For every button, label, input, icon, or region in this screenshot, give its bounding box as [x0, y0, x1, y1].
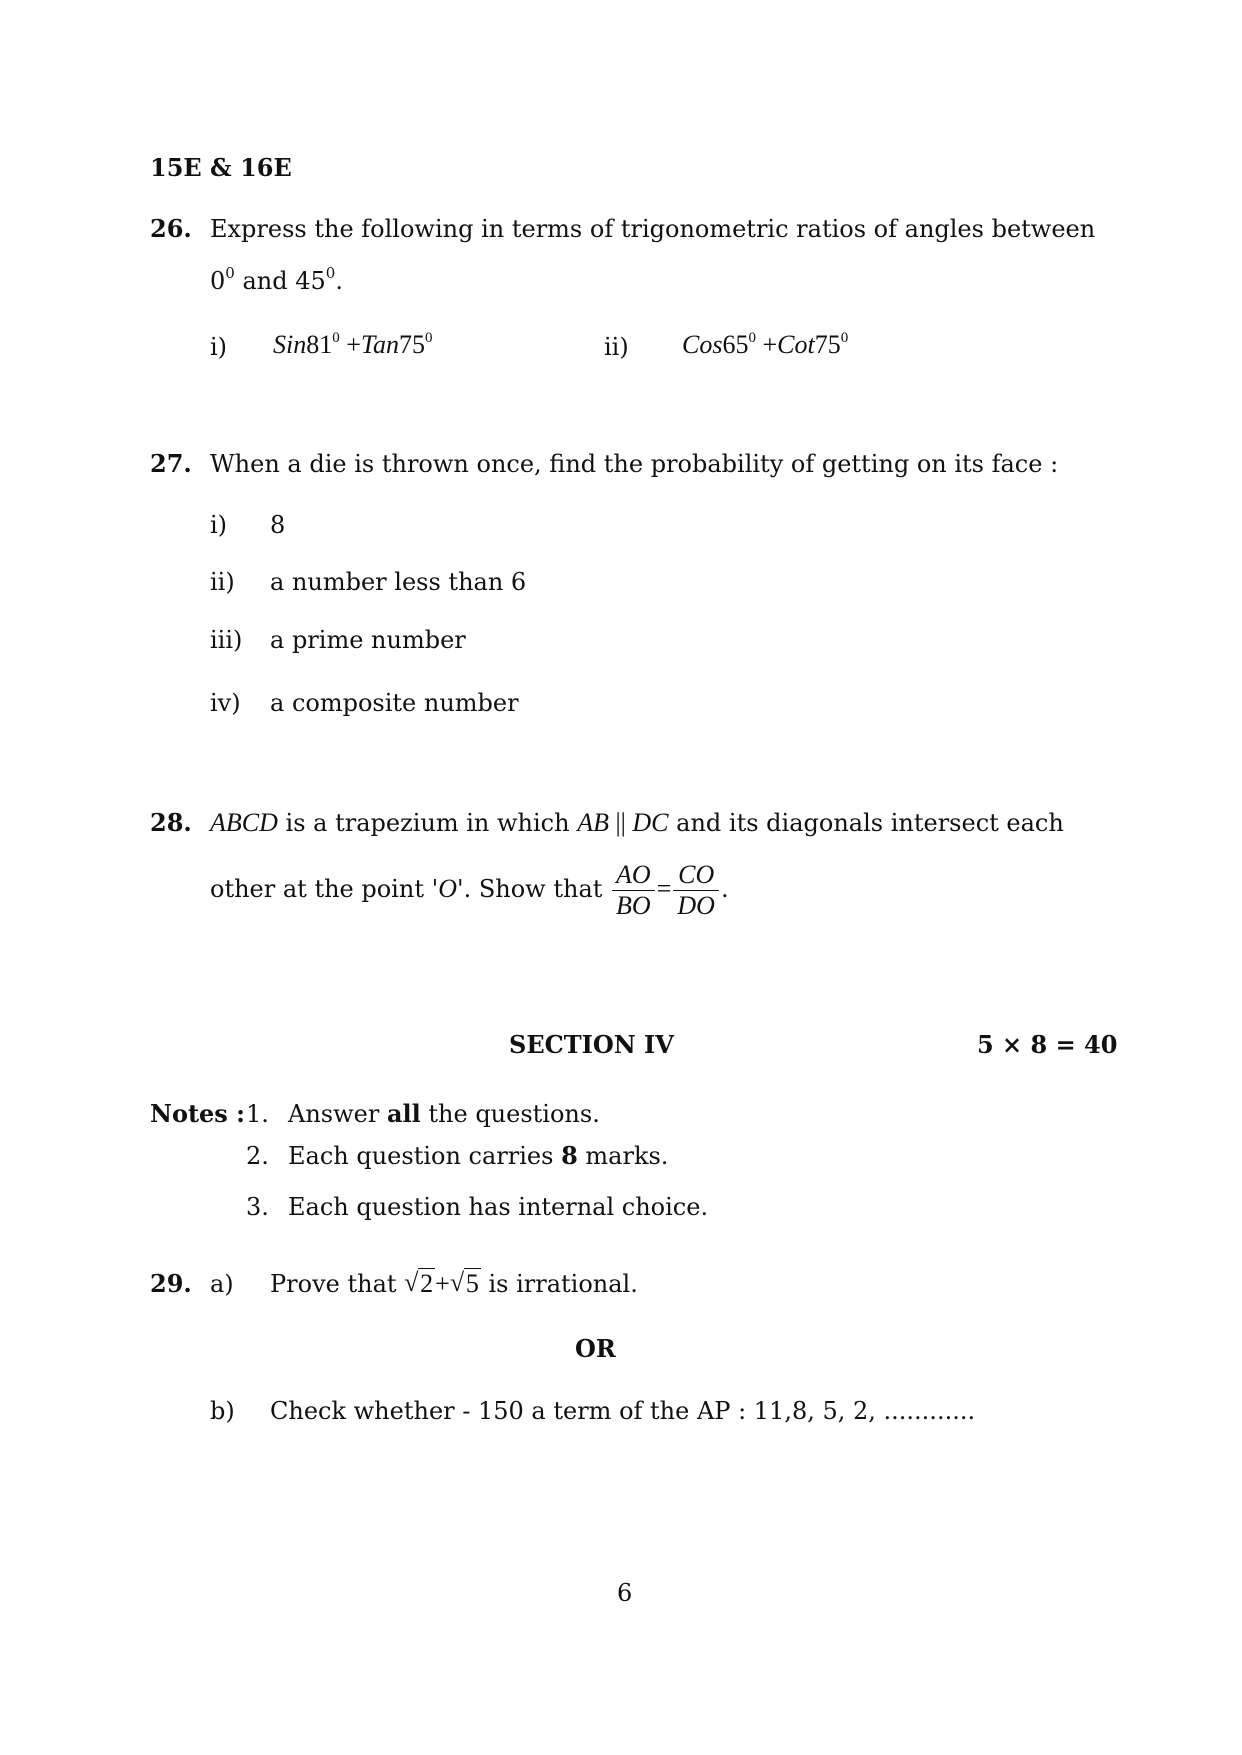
degree-sup: 0 — [332, 330, 340, 346]
radicand: 2 — [420, 1269, 434, 1298]
text: is irrational. — [480, 1270, 638, 1298]
question-text: Express the following in terms of trigonometric ratios of angles between — [210, 215, 1096, 243]
angle: 65 — [722, 330, 749, 359]
point-o: O — [438, 874, 457, 903]
segment-ab: AB — [577, 808, 609, 837]
angle-zero: 0 — [210, 267, 226, 295]
emphasis: 8 — [561, 1141, 578, 1170]
plus-sign: + — [435, 1269, 450, 1298]
text: Each question has internal choice. — [288, 1193, 709, 1221]
sub-item-text: a number less than 6 — [270, 568, 527, 596]
sub-item-label: ii) — [210, 568, 235, 596]
sub-item-label: iv) — [210, 689, 241, 717]
sub-item-label: ii) — [604, 333, 629, 361]
degree-sup: 0 — [325, 264, 336, 282]
text: other at the point ' — [210, 875, 439, 903]
fraction-ao-bo — [612, 860, 655, 921]
sub-item-label: i) — [210, 511, 228, 539]
angle: 81 — [306, 330, 333, 359]
shape-abcd: ABCD — [210, 808, 278, 837]
degree-sup: 0 — [424, 330, 433, 346]
text-and: and — [234, 267, 296, 295]
note-text — [288, 1192, 708, 1222]
equals-sign: = — [656, 874, 672, 903]
radicand: 5 — [465, 1269, 479, 1298]
sub-item-label: iii) — [210, 626, 243, 654]
question-number: 29. — [150, 1269, 192, 1298]
text: Prove that — [270, 1270, 405, 1298]
numerator: AO — [612, 860, 655, 891]
text: the questions. — [420, 1100, 600, 1128]
text: marks. — [577, 1142, 669, 1170]
func: Cos — [682, 330, 723, 359]
question-text-line2 — [210, 266, 343, 296]
period: . — [720, 875, 729, 903]
question-text-line2 — [210, 860, 729, 921]
note-number: 3. — [246, 1193, 269, 1221]
section-marks: 5 × 8 = 40 — [977, 1030, 1118, 1059]
note-number: 1. — [246, 1100, 269, 1128]
text: Each question carries — [288, 1142, 562, 1170]
angle: 75 — [814, 330, 841, 359]
degree-sup: 0 — [225, 264, 235, 282]
question-text — [210, 808, 1064, 838]
sub-item-text: a prime number — [270, 626, 466, 654]
or-separator: OR — [575, 1334, 616, 1363]
question-number: 28. — [150, 808, 192, 837]
degree-sup: 0 — [840, 330, 849, 346]
angle-45: 45 — [295, 267, 326, 295]
func: Tan — [360, 330, 399, 359]
text: Answer — [288, 1100, 387, 1128]
func: Sin — [273, 330, 307, 359]
sqrt-2 — [404, 1269, 435, 1299]
emphasis: all — [386, 1099, 421, 1128]
note-number: 2. — [246, 1142, 269, 1170]
operator: + — [346, 330, 361, 359]
question-text: When a die is thrown once, find the probability of getting on its face : — [210, 450, 1059, 478]
parallel-symbol: || — [608, 808, 633, 837]
note-text — [288, 1099, 600, 1129]
text: is a trapezium in which — [277, 809, 578, 837]
question-number: 27. — [150, 449, 192, 478]
question-number: 26. — [150, 214, 192, 243]
func: Cot — [777, 330, 815, 359]
trig-expression — [273, 330, 432, 360]
page-number: 6 — [617, 1579, 633, 1607]
sub-item-text: a composite number — [270, 689, 519, 717]
sqrt-5 — [450, 1269, 481, 1299]
numerator: CO — [673, 860, 719, 891]
sqrt-icon: √ — [449, 1268, 465, 1297]
notes-label: Notes : — [150, 1099, 246, 1128]
text: and its diagonals intersect each — [668, 809, 1064, 837]
denominator: DO — [677, 891, 715, 920]
option-a-label: a) — [210, 1270, 234, 1298]
paper-code: 15E & 16E — [150, 153, 292, 182]
period: . — [335, 267, 343, 295]
sub-item-label: i) — [210, 333, 228, 361]
sqrt-icon: √ — [404, 1268, 419, 1297]
option-b-text: Check whether - 150 a term of the AP : 11,8, 5, 2, ............ — [270, 1397, 976, 1425]
sub-item-text: 8 — [270, 511, 286, 539]
degree-sup: 0 — [748, 330, 756, 346]
segment-dc: DC — [632, 808, 669, 837]
text: '. Show that — [456, 875, 603, 903]
section-title: SECTION IV — [509, 1030, 674, 1059]
option-b-label: b) — [210, 1397, 235, 1425]
option-a-text — [270, 1269, 638, 1299]
note-text — [288, 1141, 668, 1171]
trig-expression — [682, 330, 848, 360]
angle: 75 — [398, 330, 425, 359]
fraction-co-do — [673, 860, 719, 921]
denominator: BO — [616, 891, 651, 920]
operator: + — [762, 330, 778, 359]
